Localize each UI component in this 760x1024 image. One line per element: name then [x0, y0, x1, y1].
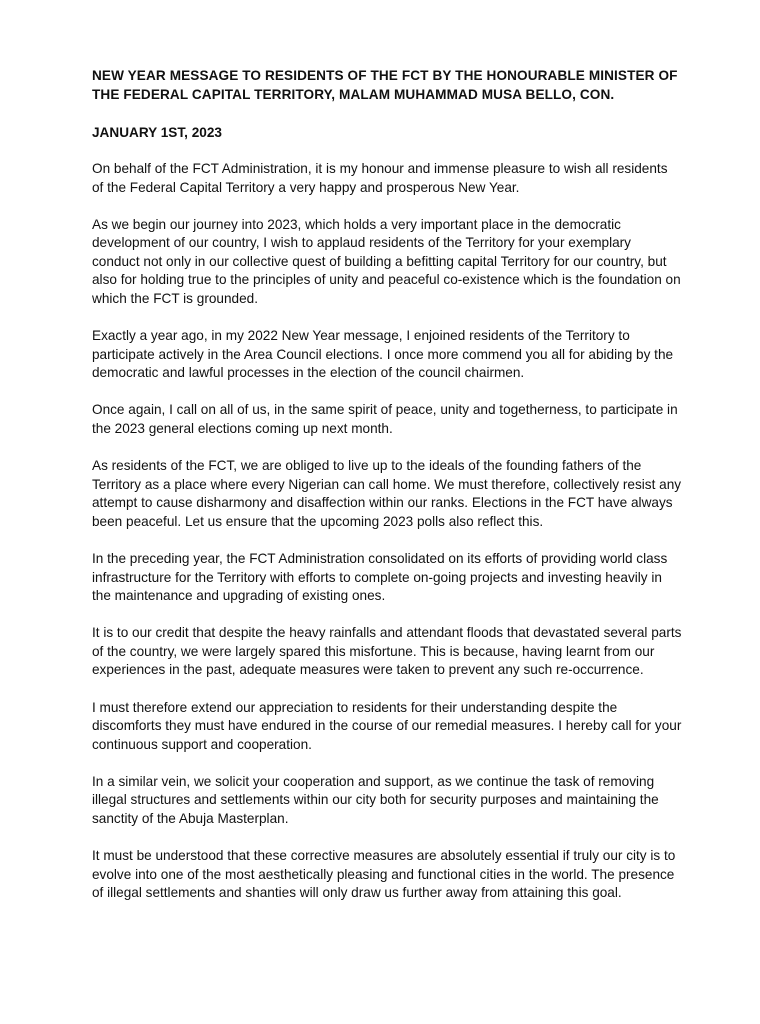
paragraph-3: Exactly a year ago, in my 2022 New Year message, I enjoined residents of the Territory to participate actively in the Area Council elections. I once more commend you all for abiding by the democratic and lawful processes in the election of the council chairmen.	[92, 328, 674, 381]
paragraph-7: It is to our credit that despite the heavy rainfalls and attendant floods that devastated several parts of the country, we were largely spared this misfortune. This is because, having learnt from our experiences in the past, adequate measures were taken to prevent any such re-occurrence.	[92, 625, 682, 678]
paragraph-1: On behalf of the FCT Administration, it is my honour and immense pleasure to wish all residents of the Federal Capital Territory a very happy and prosperous New Year.	[92, 161, 668, 195]
paragraph-8: I must therefore extend our appreciation to residents for their understanding despite the discomforts they must have endured in the course of our remedial measures. I hereby call for your continuous support and cooperation.	[92, 699, 682, 752]
letter-date: JANUARY 1ST, 2023	[92, 125, 222, 140]
letter-heading: NEW YEAR MESSAGE TO RESIDENTS OF THE FCT BY THE HONOURABLE MINISTER OF THE FEDERAL CAPITAL TERRITORY, MALAM MUHAMMAD MUSA BELLO, CON.	[92, 68, 678, 102]
paragraph-2: As we begin our journey into 2023, which holds a very important place in the democratic development of our country, I wish to applaud residents of the Territory for your exemplary conduct not only in our collective quest of building a befitting capital Territory for our country, but also for holding true to the principles of unity and peaceful co-existence which is the foundation on which the FCT is grounded.	[92, 216, 681, 307]
paragraph-10: It must be understood that these corrective measures are absolutely essential if truly our city is to evolve into one of the most aesthetically pleasing and functional cities in the world. The presence of illegal settlements and shanties will only draw us further away from attaining this goal.	[92, 848, 676, 901]
paragraph-4: Once again, I call on all of us, in the same spirit of peace, unity and togetherness, to participate in the 2023 general elections coming up next month.	[92, 402, 678, 437]
paragraph-9: In a similar vein, we solicit your cooperation and support, as we continue the task of removing illegal structures and settlements within our city both for security purposes and maintaining the sanctity of the Abuja Masterplan.	[92, 773, 659, 827]
document-page	[92, 66, 682, 903]
paragraph-5: As residents of the FCT, we are obliged to live up to the ideals of the founding fathers of the Territory as a place where every Nigerian can call home. We must therefore, collectively resist any attempt to cause disharmony and disaffection within our ranks. Elections in the FCT have always been peaceful. Let us ensure that the upcoming 2023 polls also reflect this.	[92, 458, 682, 529]
paragraph-6: In the preceding year, the FCT Administration consolidated on its efforts of providing world class infrastructure for the Territory with efforts to complete on-going projects and investing heavily in the maintenance and upgrading of existing ones.	[92, 551, 668, 604]
